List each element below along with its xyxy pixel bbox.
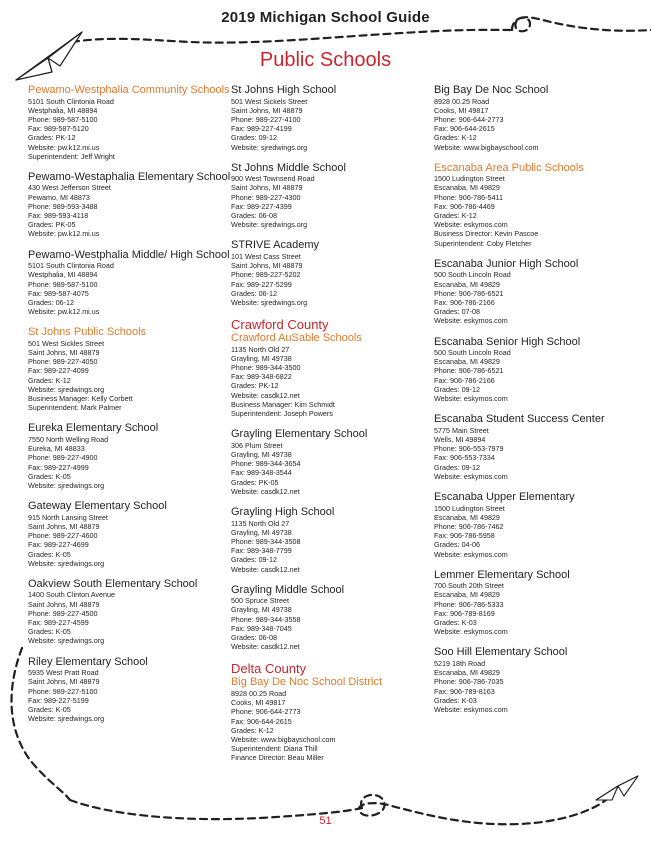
school-detail-line: Website: sjredwings.org [28,384,105,394]
school-name: STRIVE Academy [231,239,320,252]
school-entry [231,162,436,230]
school-detail-line: Superintendent: Mark Palmer [28,403,122,413]
school-detail-line: Superintendent: Jeff Wright [28,151,115,161]
school-entry [28,171,233,239]
district-name: Crawford AuSable Schools [231,332,362,345]
school-detail-line: Saint Johns, MI 48879 [28,677,100,687]
school-detail-line: Phone: 989-227-4300 [231,192,301,202]
school-detail-line: Saint Johns, MI 48879 [231,105,303,115]
school-detail-line: Fax: 989-348-7045 [231,623,292,633]
school-detail-line: 1400 South Clinton Avenue [28,590,115,600]
school-detail-line: Fax: 989-593-4118 [28,211,89,221]
school-entry [434,646,639,714]
school-entry [231,506,436,574]
school-detail-line: Fax: 989-227-4199 [231,124,292,134]
school-detail-line: 1135 North Old 27 [231,518,290,528]
school-detail-line: Escanaba, MI 49829 [434,183,500,193]
school-detail-line: 900 West Townsend Road [231,174,315,184]
school-name: Eureka Elementary School [28,422,159,435]
school-detail-line: Website: sjredwings.org [28,558,105,568]
school-detail-line: Business Director: Kevin Pascoe [434,229,539,239]
school-detail-line: 7550 North Welling Road [28,434,109,444]
school-detail-line: Phone: 906-786-6521 [434,288,504,298]
school-detail-line: Fax: 906-786-4469 [434,201,495,211]
school-detail-line: Grades: K-05 [28,627,71,637]
school-detail-line: Grades: K-03 [434,618,477,628]
school-entry [434,84,639,152]
school-detail-line: 5101 South Clintonia Road [28,261,114,271]
school-detail-line: 5101 South Clintonia Road [28,96,114,106]
school-detail-line: Website: eskymos.com [434,220,508,230]
school-detail-line: Wells, MI 49894 [434,434,486,444]
school-detail-line: Phone: 906-786-7035 [434,677,504,687]
school-detail-line: Grades: 07-08 [434,307,480,317]
school-detail-line: Escanaba, MI 49829 [434,512,500,522]
school-detail-line: Eureka, MI 48833 [28,444,85,454]
school-detail-line: Phone: 989-227-5100 [28,686,98,696]
school-detail-line: Phone: 989-227-5202 [231,270,301,280]
school-detail-line: Grades: K-05 [28,471,71,481]
school-detail-line: Grades: K-12 [231,725,274,735]
school-detail-line: Website: casdk12.net [231,390,300,400]
school-detail-line: 5775 Main Street [434,425,489,435]
school-detail-line: Website: sjredwings.org [231,297,308,307]
school-detail-line: 101 West Cass Street [231,251,301,261]
school-detail-line: Website: eskymos.com [434,704,508,714]
school-detail-line: Phone: 906-553-7979 [434,444,504,454]
school-detail-line: Saint Johns, MI 48879 [28,599,100,609]
school-entry [28,249,233,317]
school-detail-line: 915 North Lansing Street [28,512,108,522]
school-name: Pewamo-Westphalia Middle/ High School [28,248,230,261]
school-detail-line: Phone: 989-587-5100 [28,114,98,124]
school-detail-line: Escanaba, MI 49829 [434,590,500,600]
school-detail-line: Website: casdk12.net [231,564,300,574]
school-detail-line: Saint Johns, MI 48879 [231,183,303,193]
school-detail-line: Grades: PK-12 [231,381,279,391]
school-detail-line: Superintendent: Coby Fletcher [434,238,532,248]
school-detail-line: Grayling, MI 49738 [231,605,292,615]
school-entry [434,491,639,559]
school-detail-line: Phone: 989-227-4050 [28,357,98,367]
school-detail-line: 500 Spruce Street [231,596,289,606]
school-detail-line: Escanaba, MI 49829 [434,357,500,367]
school-name: St Johns Middle School [231,161,346,174]
school-detail-line: 8928 00.25 Road [231,688,287,698]
school-detail-line: Website: sjredwings.org [231,142,308,152]
school-entry [231,239,436,307]
school-name: Escanaba Junior High School [434,257,579,270]
school-detail-line: Website: sjredwings.org [28,481,105,490]
school-detail-line: Website: eskymos.com [434,627,508,637]
school-detail-line: Saint Johns, MI 48879 [28,348,100,358]
school-detail-line: Fax: 906-644-2615 [231,716,292,726]
school-detail-line: Westphalia, MI 48894 [28,270,98,280]
school-detail-line: Grades: K-05 [28,704,71,714]
school-detail-line: Fax: 989-587-4075 [28,288,89,298]
school-detail-line: Website: sjredwings.org [28,636,105,646]
district-name: Pewamo-Westphalia Community Schools [28,84,230,96]
school-entry [434,569,639,637]
school-detail-line: Superintendent: Diana Thill [231,744,318,754]
school-detail-line: Cooks, MI 49817 [434,105,489,115]
school-detail-line: Escanaba, MI 49829 [434,668,500,678]
school-detail-line: Website: www.bigbayschool.com [231,734,336,744]
school-detail-line: Grades: K-05 [28,549,71,559]
school-detail-line: Saint Johns, MI 48879 [28,521,100,531]
school-detail-line: Website: sjredwings.org [231,220,308,230]
school-detail-line: Fax: 989-227-5299 [231,279,292,289]
school-detail-line: Grayling, MI 49738 [231,353,292,363]
school-detail-line: Phone: 989-227-4500 [28,608,98,618]
district-name: Big Bay De Noc School District [231,676,382,689]
school-detail-line: Phone: 989-344-3508 [231,536,301,546]
school-detail-line: Phone: 906-786-5333 [434,599,504,609]
school-detail-line: Escanaba, MI 49829 [434,279,500,289]
school-detail-line: Website: eskymos.com [434,394,508,404]
school-name: Grayling High School [231,506,335,518]
school-detail-line: Grades: 09-12 [434,384,480,394]
school-detail-line: Westphalia, MI 48894 [28,105,98,115]
school-name: Soo Hill Elementary School [434,646,568,659]
district-name: Escanaba Area Public Schools [434,161,584,174]
school-detail-line: 700 South 20th Street [434,581,504,591]
school-detail-line: 500 South Lincoln Road [434,348,511,358]
school-detail-line: Grades: 09-12 [231,555,277,565]
school-detail-line: Grades: 04-06 [434,540,480,550]
page-number: 51 [319,815,332,827]
school-name: Grayling Middle School [231,583,345,596]
school-detail-line: Phone: 989-593-3488 [28,201,98,211]
district-name: St Johns Public Schools [28,326,147,339]
school-detail-line: Saint Johns, MI 48879 [231,261,303,271]
school-detail-line: Phone: 989-344-3500 [231,363,301,373]
school-entry [231,428,436,496]
school-detail-line: Grades: K-03 [434,695,477,705]
school-detail-line: 501 West Sickles Street [28,338,105,348]
school-detail-line: 306 Plum Street [231,440,283,450]
school-detail-line: Phone: 989-227-4100 [231,114,301,124]
school-detail-line: Website: casdk12.net [231,486,300,496]
school-detail-line: Superintendent: Joseph Powers [231,409,333,419]
school-detail-line: Pewamo, MI 48873 [28,192,90,202]
school-detail-line: Cooks, MI 49817 [231,698,286,708]
school-detail-line: 1500 Ludington Street [434,174,505,184]
school-name: Pewamo-Westaphalia Elementary School [28,170,231,183]
school-detail-line: Phone: 989-344-3558 [231,614,301,624]
school-detail-line: Fax: 989-348-7799 [231,546,292,556]
column-1 [28,84,233,733]
school-detail-line: Grades: 06-12 [231,288,277,298]
school-detail-line: Fax: 989-227-4599 [28,618,89,628]
school-detail-line: Business Manager: Kelly Corbett [28,394,133,404]
school-detail-line: Fax: 989-348-6822 [231,372,292,382]
school-detail-line: Phone: 989-587-5100 [28,279,98,289]
school-detail-line: Website: eskymos.com [434,471,508,481]
school-detail-line: Phone: 906-644-2773 [231,707,301,717]
school-detail-line: Website: pw.k12.mi.us [28,307,100,317]
school-entry [434,413,639,481]
school-detail-line: Fax: 989-227-4699 [28,540,89,550]
school-name: Oakview South Elementary School [28,577,198,590]
school-name: Escanaba Upper Elementary [434,491,575,503]
school-detail-line: Fax: 989-348-3544 [231,468,292,478]
school-entry [231,661,436,762]
school-entry [28,500,233,568]
school-detail-line: Fax: 906-553-7334 [434,453,495,463]
school-entry [231,84,436,152]
school-detail-line: Phone: 906-786-5411 [434,192,504,202]
school-detail-line: Website: pw.k12.mi.us [28,229,100,239]
school-detail-line: Fax: 906-644-2615 [434,124,495,134]
school-name: St Johns High School [231,84,337,96]
school-detail-line: Grades: 09-12 [434,462,480,472]
school-detail-line: 500 South Lincoln Road [434,270,511,280]
school-detail-line: Phone: 989-227-4900 [28,453,98,463]
school-detail-line: Phone: 989-227-4600 [28,531,98,541]
school-detail-line: Phone: 906-644-2773 [434,114,504,124]
school-detail-line: 5935 West Pratt Road [28,668,99,678]
school-detail-line: 501 West Sickels Street [231,96,308,106]
school-detail-line: Fax: 989-227-4999 [28,462,89,472]
school-detail-line: Fax: 989-227-5199 [28,695,89,705]
school-detail-line: Fax: 989-587-5120 [28,124,89,134]
school-name: Lemmer Elementary School [434,568,570,581]
school-detail-line: Grades: PK-05 [28,220,76,230]
school-name: Grayling Elementary School [231,428,368,441]
school-detail-line: Grades: K-12 [434,211,477,221]
school-entry [28,656,233,724]
school-detail-line: Fax: 906-789-8169 [434,608,495,618]
column-2 [231,84,436,773]
section-title: Public Schools [259,49,392,71]
school-detail-line: Website: eskymos.com [434,316,508,326]
school-detail-line: Fax: 906-786-2166 [434,297,495,307]
county-heading: Delta County [231,661,307,677]
school-detail-line: Grayling, MI 49738 [231,527,292,537]
school-entry [28,326,233,412]
school-detail-line: Website: pw.k12.mi.us [28,142,100,152]
school-detail-line: Website: sjredwings.org [28,714,105,724]
school-detail-line: Grades: 06-12 [28,297,74,307]
school-detail-line: Grayling, MI 49738 [231,449,292,459]
school-detail-line: Grades: 06-08 [231,633,277,643]
school-detail-line: 1135 North Old 27 [231,344,290,354]
school-name: Gateway Elementary School [28,500,167,513]
school-detail-line: 8928 00.25 Road [434,96,490,106]
paper-plane-icon [596,776,638,800]
county-heading: Crawford County [231,317,329,333]
school-detail-line: Website: casdk12.net [231,642,300,652]
school-detail-line: Business Manager: Kim Schmidt [231,399,335,409]
school-name: Big Bay De Noc School [434,84,549,96]
school-detail-line: Grades: PK-05 [231,477,279,487]
school-detail-line: Phone: 906-786-6521 [434,366,504,376]
school-entry [434,336,639,404]
school-entry [231,584,436,652]
school-detail-line: Fax: 906-786-5958 [434,531,495,541]
school-name: Riley Elementary School [28,655,148,668]
school-detail-line: Phone: 906-786-7462 [434,521,504,531]
school-detail-line: Finance Director: Beau Miller [231,753,324,763]
school-name: Escanaba Student Success Center [434,413,605,426]
school-detail-line: Fax: 989-227-4099 [28,366,89,376]
school-entry [28,84,233,161]
school-detail-line: Fax: 989-227-4399 [231,201,292,211]
school-entry [231,317,436,418]
school-detail-line: Website: eskymos.com [434,549,508,559]
school-detail-line: Grades: 09-12 [231,133,277,143]
school-detail-line: Website: www.bigbayschool.com [434,142,539,152]
school-entry [28,578,233,646]
school-detail-line: 5219 18th Road [434,658,486,668]
school-detail-line: 430 West Jefferson Street [28,183,111,193]
school-detail-line: Grades: PK-12 [28,133,76,143]
guide-title: 2019 Michigan School Guide [221,9,430,26]
school-detail-line: Grades: K-12 [434,133,477,143]
school-detail-line: Grades: 06-08 [231,211,277,221]
school-detail-line: 1500 Ludington Street [434,503,505,513]
school-detail-line: Phone: 989-344-3654 [231,459,301,469]
school-entry [28,422,233,490]
column-3 [434,84,639,724]
school-entry [434,258,639,326]
school-detail-line: Grades: K-12 [28,375,71,385]
school-detail-line: Fax: 906-786-2166 [434,375,495,385]
school-entry [434,162,639,248]
school-detail-line: Fax: 906-789-8163 [434,686,495,696]
school-name: Escanaba Senior High School [434,335,581,348]
